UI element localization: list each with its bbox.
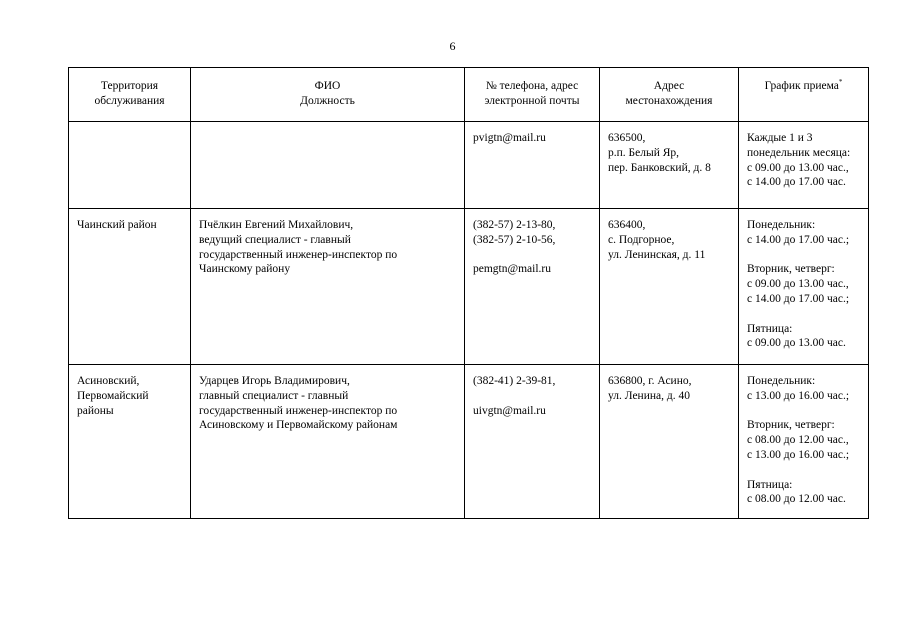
header-address: Адрес местонахождения <box>600 68 739 122</box>
cell-contacts: (382-57) 2-13-80, (382-57) 2-10-56, pemgtn@mail.ru <box>465 209 600 365</box>
table-row <box>69 365 869 519</box>
cell-territory <box>69 122 191 209</box>
header-contacts: № телефона, адрес электронной почты <box>465 68 600 122</box>
cell-name-position: Пчёлкин Евгений Михайлович, ведущий специалист - главный государственный инженер-инспектор по Чаинскому району <box>191 209 465 365</box>
cell-address: 636800, г. Асино, ул. Ленина, д. 40 <box>600 365 739 519</box>
table-header-row <box>69 68 869 122</box>
page-number: 6 <box>449 39 456 53</box>
header-territory: Территория обслуживания <box>69 68 191 122</box>
cell-contacts: pvigtn@mail.ru <box>465 122 600 209</box>
cell-schedule: Понедельник: с 14.00 до 17.00 час.; Вторник, четверг: с 09.00 до 13.00 час., с 14.00 до 17.00 час.; Пятница: с 09.00 до 13.00 час. <box>739 209 869 365</box>
footnote-mark: * <box>838 78 843 87</box>
cell-contacts: (382-41) 2-39-81, uivgtn@mail.ru <box>465 365 600 519</box>
reception-schedule-table <box>68 67 869 519</box>
cell-name-position <box>191 122 465 209</box>
header-schedule: График приема* <box>739 68 869 122</box>
cell-schedule: Понедельник: с 13.00 до 16.00 час.; Вторник, четверг: с 08.00 до 12.00 час., с 13.00 до 16.00 час.; Пятница: с 08.00 до 12.00 час. <box>739 365 869 519</box>
cell-name-position: Ударцев Игорь Владимирович, главный специалист - главный государственный инженер-инспектор по Асиновскому и Первомайскому районам <box>191 365 465 519</box>
table-row <box>69 209 869 365</box>
table-row <box>69 122 869 209</box>
cell-schedule: Каждые 1 и 3 понедельник месяца: с 09.00 до 13.00 час., с 14.00 до 17.00 час. <box>739 122 869 209</box>
cell-address: 636400, с. Подгорное, ул. Ленинская, д. 11 <box>600 209 739 365</box>
header-name-position: ФИО Должность <box>191 68 465 122</box>
cell-territory: Чаинский район <box>69 209 191 365</box>
cell-territory: Асиновский, Первомайский районы <box>69 365 191 519</box>
cell-address: 636500, р.п. Белый Яр, пер. Банковский, д. 8 <box>600 122 739 209</box>
